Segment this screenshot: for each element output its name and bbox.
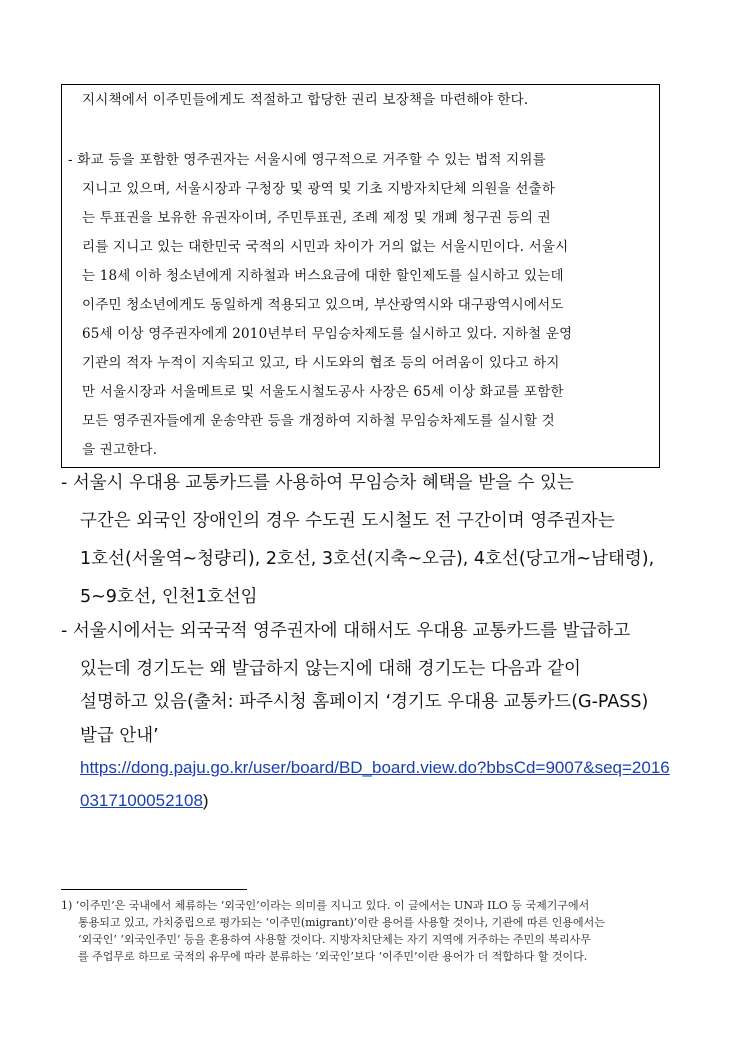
quote-line: 기관의 적자 누적이 지속되고 있고, 타 시도와의 협조 등의 어려움이 있다고 하지 xyxy=(82,355,560,371)
quote-line: 리를 지니고 있는 대한민국 국적의 시민과 차이가 거의 없는 서울시민이다. 서울시 xyxy=(82,239,569,255)
body-line: 구간은 외국인 장애인의 경우 수도권 도시철도 전 구간이며 영주권자는 xyxy=(80,511,615,531)
quote-line: 는 투표권을 보유한 유권자이며, 주민투표권, 조례 제정 및 개폐 청구권 등의 권 xyxy=(82,210,551,226)
footnote-divider xyxy=(61,889,247,890)
body-line: 1호선(서울역~청량리), 2호선, 3호선(지축~오금), 4호선(당고개~남태령), xyxy=(80,549,655,569)
footnote-line: 1) ‘이주민’은 국내에서 체류하는 ‘외국인’이라는 의미를 지니고 있다. 이 글에서는 UN과 ILO 등 국제기구에서 xyxy=(61,899,590,912)
quote-line: 지니고 있으며, 서울시장과 구청장 및 광역 및 기초 지방자치단체 의원을 선출하 xyxy=(82,181,556,197)
quote-line: 65세 이상 영주권자에게 2010년부터 무임승차제도를 실시하고 있다. 지하철 운영 xyxy=(82,326,573,342)
source-link-continuation xyxy=(80,791,209,811)
body-line: 5~9호선, 인천1호선임 xyxy=(80,587,258,607)
body-line: 설명하고 있음(출처: 파주시청 홈페이지 ‘경기도 우대용 교통카드(G-PASS) xyxy=(80,692,649,712)
quote-line: 모든 영주권자들에게 운송약관 등을 개정하여 지하철 무임승차제도를 실시할 것 xyxy=(82,413,555,429)
footnote-line: 를 주업무로 하므로 국적의 유무에 따라 분류하는 ‘외국인’보다 ‘이주민’이란 용어가 더 적합하다 할 것이다. xyxy=(78,950,588,963)
quote-box xyxy=(61,84,660,468)
quote-line: 만 서울시장과 서울메트로 및 서울도시철도공사 사장은 65세 이상 화교를 포함한 xyxy=(82,384,564,400)
quote-line: 이주민 청소년에게도 동일하게 적용되고 있으며, 부산광역시와 대구광역시에서도 xyxy=(82,297,564,313)
source-link-tail[interactable]: 0317100052108 xyxy=(80,791,203,810)
body-line: 있는데 경기도는 왜 발급하지 않는지에 대해 경기도는 다음과 같이 xyxy=(80,659,581,679)
footnote-line: ‘외국인’ ‘외국인주민’ 등을 혼용하여 사용할 것이다. 지방자치단체는 자기 지역에 거주하는 주민의 복리사무 xyxy=(78,933,591,946)
quote-line: - 화교 등을 포함한 영주권자는 서울시에 영구적으로 거주할 수 있는 법적 지위를 xyxy=(68,152,546,168)
body-line: 발급 안내’ xyxy=(80,726,159,746)
quote-line: 지시책에서 이주민들에게도 적절하고 합당한 권리 보장책을 마련해야 한다. xyxy=(82,92,529,108)
body-line: - 서울시 우대용 교통카드를 사용하여 무임승차 혜택을 받을 수 있는 xyxy=(61,473,574,493)
quote-line: 는 18세 이하 청소년에게 지하철과 버스요금에 대한 할인제도를 실시하고 있는데 xyxy=(82,268,564,284)
footnote-line: 통용되고 있고, 가치중립으로 평가되는 ‘이주민(migrant)’이란 용어를 사용할 것이나, 기관에 따른 인용에서는 xyxy=(78,916,605,929)
closing-paren: ) xyxy=(202,791,209,810)
quote-line: 을 권고한다. xyxy=(82,442,158,458)
body-line: - 서울시에서는 외국국적 영주권자에 대해서도 우대용 교통카드를 발급하고 xyxy=(61,621,631,641)
source-link[interactable]: https://dong.paju.go.kr/user/board/BD_board.view.do?bbsCd=9007&seq=2016 xyxy=(80,758,670,777)
